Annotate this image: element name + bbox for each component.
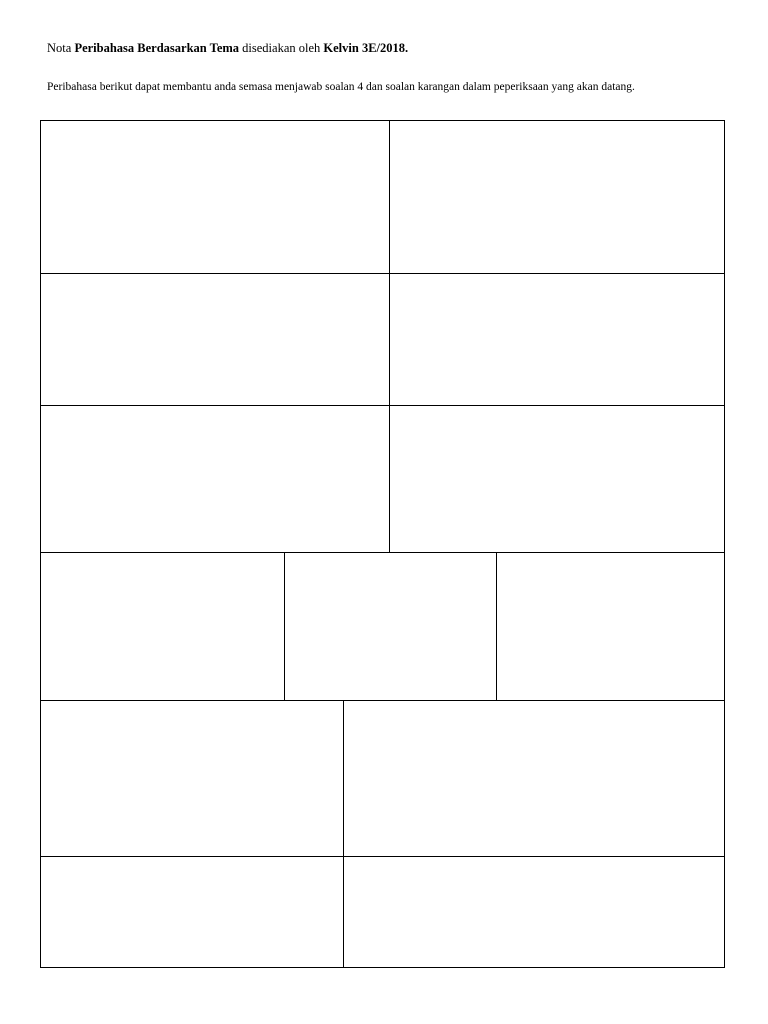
table-cell-5 <box>40 552 285 701</box>
table-cell-4 <box>389 405 725 553</box>
table-cell-3 <box>40 405 390 553</box>
table-cell-1 <box>40 120 390 274</box>
table-cell-10 <box>343 856 725 968</box>
intro-text: Peribahasa berikut dapat membantu anda semasa menjawab soalan 4 dan soalan karangan dalam peperiksaan yang akan datang. <box>47 81 635 93</box>
table-cell-6 <box>284 552 497 701</box>
note-title: Nota Peribahasa Berdasarkan Tema disediakan oleh Kelvin 3E/2018. <box>47 41 409 55</box>
table-cell-2 <box>40 273 390 406</box>
table-cell-8 <box>343 700 725 857</box>
table-cell-9 <box>40 856 344 968</box>
table-cell-7 <box>40 700 344 857</box>
table-cell-kbat <box>496 552 725 701</box>
table-cell-2-other <box>389 273 725 406</box>
table-cell-1-other <box>389 120 725 274</box>
